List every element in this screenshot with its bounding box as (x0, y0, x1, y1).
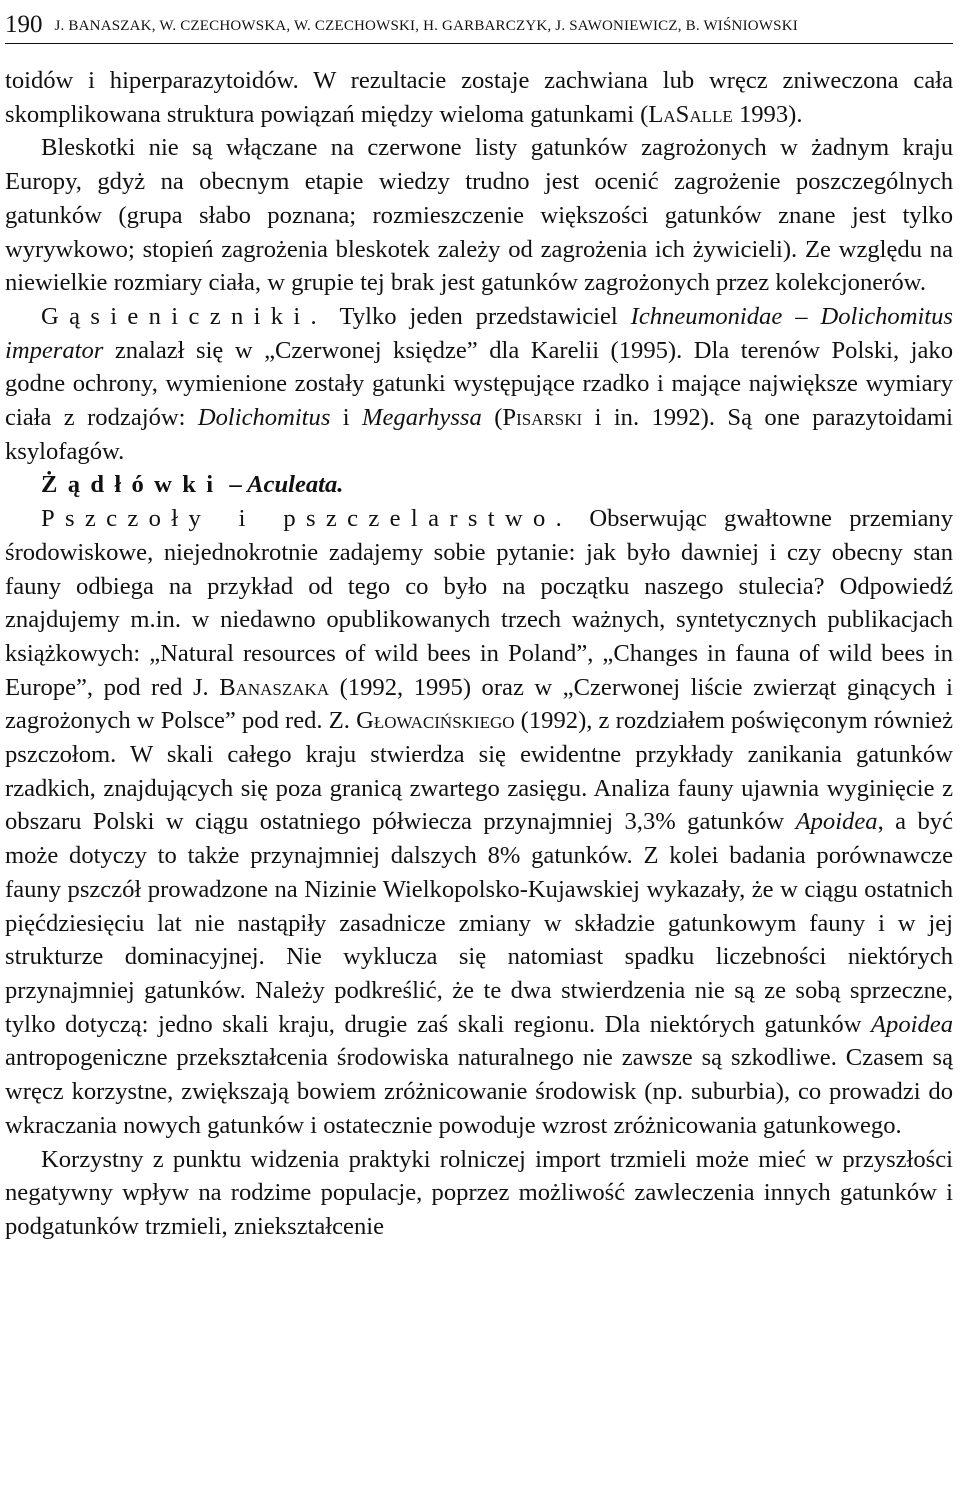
paragraph-6 (5, 1143, 953, 1244)
paragraph-5-text: (1992, 1995) oraz w „Czerwonej liście zwierząt ginących i zagrożonych w Polsce” pod red. Z. (5, 673, 953, 735)
section-heading-pszczoly: Pszczoły i pszczelarstwo. (41, 505, 573, 533)
body-text (5, 64, 953, 1244)
taxon-name: Dolichomitus (197, 404, 331, 432)
taxon-name: Megarhyssa (362, 404, 482, 432)
citation-author: Banaszaka (219, 673, 330, 701)
heading-dash: – (223, 471, 248, 499)
citation-year: 1993). (732, 100, 803, 128)
page-header (5, 0, 953, 44)
taxon-name: Apoidea (871, 1010, 953, 1038)
paragraph-6-text: Korzystny z punktu widzenia praktyki rolniczej import trzmieli może mieć w przyszłości negatywny wpływ na rodzime populacje, poprzez możliwość zawleczenia innych gatunków i podgatunków trzmieli, zniekształcenie (5, 1145, 953, 1240)
paragraph-5-text: antropogeniczne przekształcenia środowiska naturalnego nie zawsze są szkodliwe. Czasem są wręcz korzystne, zwiększają bowiem zróżnicowanie środowisk (np. suburbia), co prowadzi do wkraczania nowych gatunków i ostatecznie powoduje wzrost zróżnicowania gatunkowego. (5, 1044, 953, 1139)
section-heading-gasieniczniki: Gąsieniczniki. (41, 302, 328, 330)
running-head-authors: J. BANASZAK, W. CZECHOWSKA, W. CZECHOWSKI, H. GARBARCZYK, J. SAWONIEWICZ, B. WIŚNIOWSKI (54, 18, 798, 34)
taxon-name: Apoidea (795, 808, 878, 836)
heading-zadlowki: Żądłówki (41, 471, 224, 499)
document-page (5, 0, 953, 1244)
paragraph-2-text: Bleskotki nie są włączane na czerwone listy gatunków zagrożonych w żadnym kraju Europy, gdyż na obecnym etapie wiedzy trudno jest ocenić zagrożenie poszczególnych gatunków (grupa słabo poznana; rozmieszczenie większości gatunków znane jest tylko wyrywkowo; stopień zagrożenia bleskotek zależy od zagrożenia ich żywicieli). Ze względu na niewielkie rozmiary ciała, w grupie tej brak jest gatunków zagrożonych przez kolekcjonerów. (5, 134, 953, 297)
citation-author: Pisarski (502, 404, 583, 432)
citation-author: Głowacińskiego (356, 707, 515, 735)
paragraph-1-text: toidów i hiperparazytoidów. W rezultacie zostaje zachwiana lub wręcz zniweczona cała skomplikowana struktura powiązań między wieloma gatunkami ( (5, 67, 953, 128)
paragraph-3-text: i (330, 404, 363, 432)
paragraph-5-text: , a być może dotyczy to także przynajmniej dalszych 8% gatunków. Z kolei badania porównawcze fauny pszczół prowadzone na Nizinie Wielkopolsko-Kujawskiej wykazały, że w ciągu ostatnich pięćdziesięciu lat nie nastąpiły zasadnicze zmiany w składzie gatunkowym fauny i w jej strukturze dominacyjnej. Nie wyklucza się natomiast spadku liczebności niektórych przynajmniej gatunków. Należy podkreślić, że te dwa stwierdzenia nie są ze sobą sprzeczne, tylko dotyczą: jedno skali kraju, drugie zaś skali regionu. Dla niektórych gatunków (5, 808, 953, 1038)
paragraph-3-text: i in. 1992). Są one parazytoidami ksylofagów. (5, 404, 953, 465)
paragraph-5-text: (1992), z rozdziałem poświęconym również pszczołom. W skali całego kraju stwierdza się ewidentne przykłady zanikania gatunków rzadkich, znajdujących się poza granicą zwartego zasięgu. Analiza fauny ujawnia wyginięcie z obszaru Polski w ciągu ostatniego półwiecza przynajmniej 3,3% gatunków (5, 707, 953, 836)
page-number: 190 (5, 11, 43, 38)
taxon-name: Ichneumonidae (630, 302, 783, 330)
paragraph-3-text: ( (481, 404, 503, 432)
section-heading-zadlowki (5, 468, 953, 502)
citation-author: LaSalle (648, 100, 733, 128)
taxon-name: Dolichomitus imperator (5, 302, 953, 364)
paragraph-1 (5, 64, 953, 131)
paragraph-3-text: znalazł się w „Czerwonej księdze” dla Karelii (1995). Dla terenów Polski, jako godne ochrony, wymienione zostały gatunki występujące rzadko i mające największe wymiary ciała z rodzajów: (5, 336, 953, 432)
paragraph-3-text: Tylko jeden przedstawiciel (327, 302, 631, 330)
paragraph-3-text: – (782, 302, 821, 330)
paragraph-3 (5, 300, 953, 469)
heading-taxon: Aculeata. (247, 471, 344, 499)
paragraph-2 (5, 131, 953, 300)
paragraph-5-text: Obserwując gwałtowne przemiany środowiskowe, niejednokrotnie zadajemy sobie pytanie: jak było dawniej i czy obecny stan fauny odbiega na przykład od tego co było na początku naszego stulecia? Odpowiedź znajdujemy m.in. w niedawno opublikowanych trzech ważnych, syntetycznych publikacjach książkowych: „Natural resources of wild bees in Poland”, „Changes in fauna of wild bees in Europe”, pod red J. (5, 505, 953, 701)
paragraph-5 (5, 502, 953, 1142)
